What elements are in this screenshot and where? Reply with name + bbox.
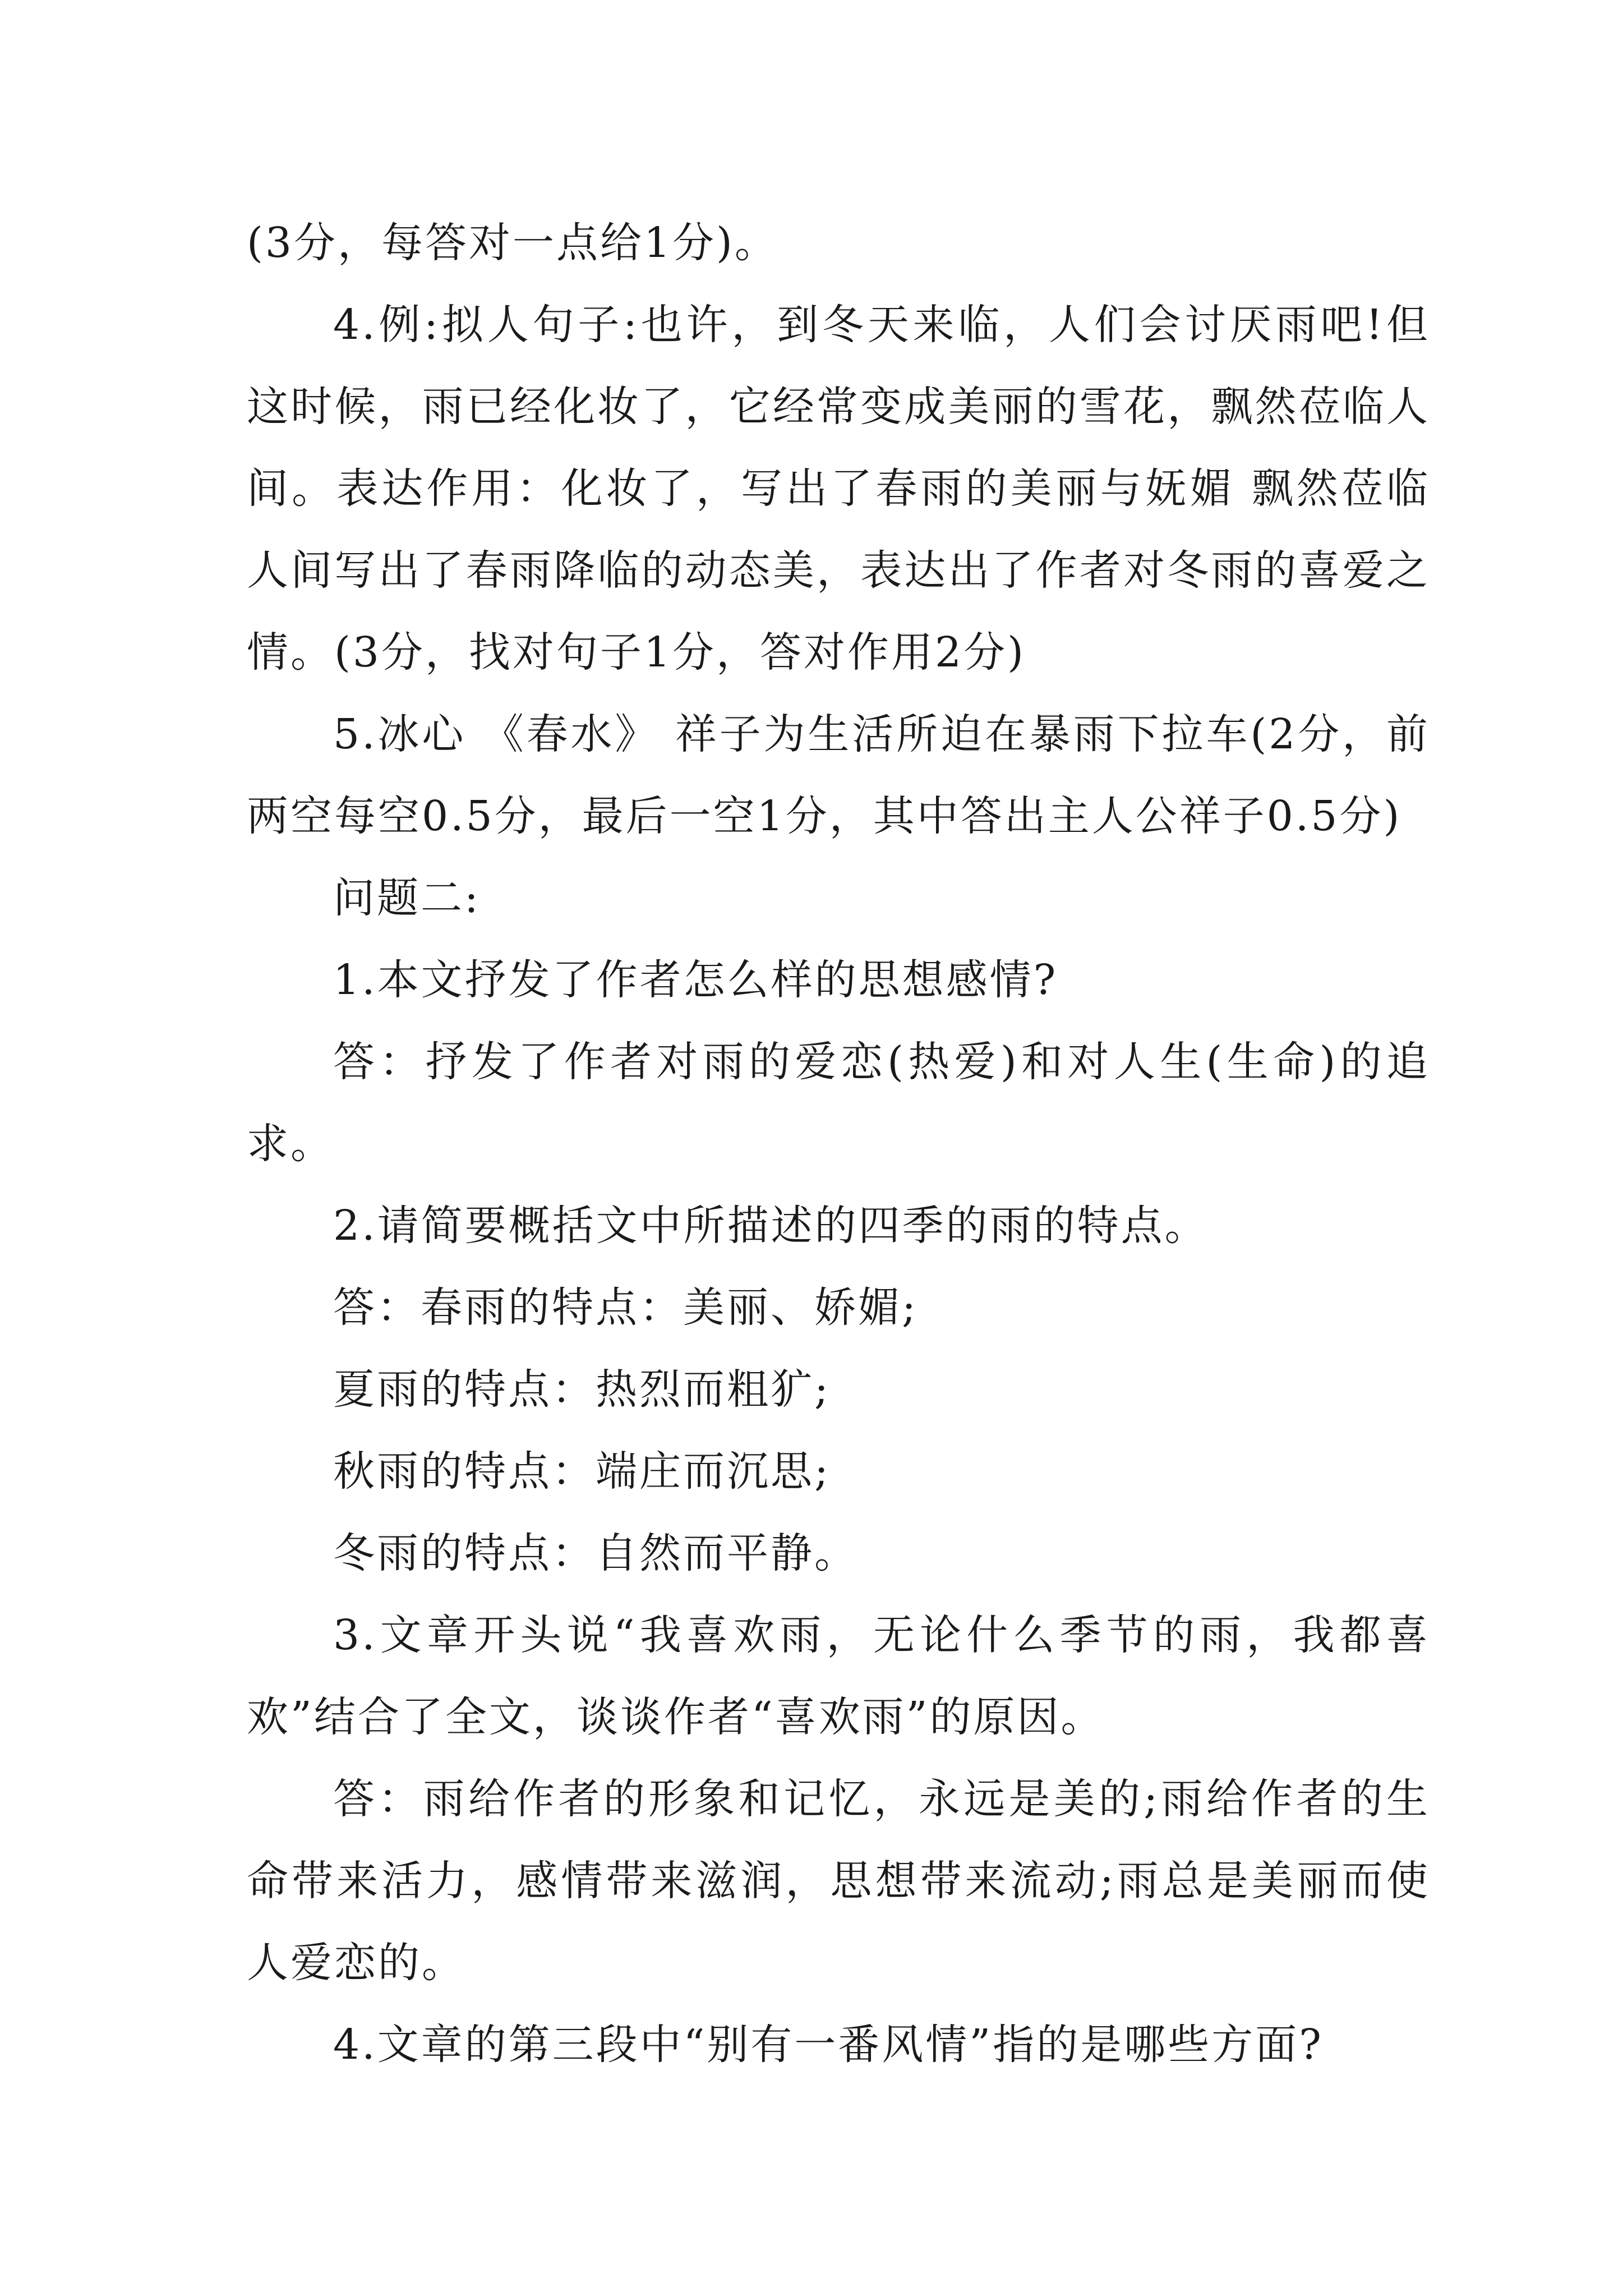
answer-2-summer: 夏雨的特点：热烈而粗犷; — [333, 1365, 831, 1414]
answer-3: 答：雨给作者的形象和记忆，永远是美的;雨给作者的生命带来活力，感情带来滋润，思想带来流动;雨总是美丽而使人爱恋的。 — [247, 1775, 1430, 1987]
question-2: 2.请简要概括文中所描述的四季的雨的特点。 — [333, 1202, 1209, 1250]
question-1: 1.本文抒发了作者怎么样的思想感情? — [333, 956, 1058, 1004]
paragraph-answer-4: 4.例:拟人句子:也许，到冬天来临，人们会讨厌雨吧!但这时候，雨已经化妆了，它经常变成美丽的雪花，飘然莅临人间。表达作用：化妆了，写出了春雨的美丽与妩媚 飘然莅临人间写出了春雨降临的动态美，表达出了作者对冬雨的喜爱之情。(3分，找对句子1分，答对作用2分) — [247, 301, 1430, 677]
question-4: 4.文章的第三段中“别有一番风情”指的是哪些方面? — [333, 2021, 1324, 2069]
paragraph-score-note: (3分，每答对一点给1分)。 — [247, 219, 778, 267]
answer-2-winter: 冬雨的特点：自然而平静。 — [333, 1529, 858, 1577]
section-heading-question-2: 问题二: — [333, 874, 481, 922]
answer-1: 答：抒发了作者对雨的爱恋(热爱)和对人生(生命)的追求。 — [247, 1038, 1430, 1168]
paragraph-answer-5: 5.冰心 《春水》 祥子为生活所迫在暴雨下拉车(2分，前两空每空0.5分，最后一空1分，其中答出主人公祥子0.5分) — [247, 710, 1430, 840]
question-3: 3.文章开头说“我喜欢雨，无论什么季节的雨，我都喜欢”结合了全文，谈谈作者“喜欢雨”的原因。 — [247, 1611, 1430, 1741]
answer-2-spring: 答：春雨的特点：美丽、娇媚; — [333, 1283, 918, 1332]
document-page — [247, 202, 1430, 2086]
answer-2-autumn: 秋雨的特点：端庄而沉思; — [333, 1447, 831, 1496]
